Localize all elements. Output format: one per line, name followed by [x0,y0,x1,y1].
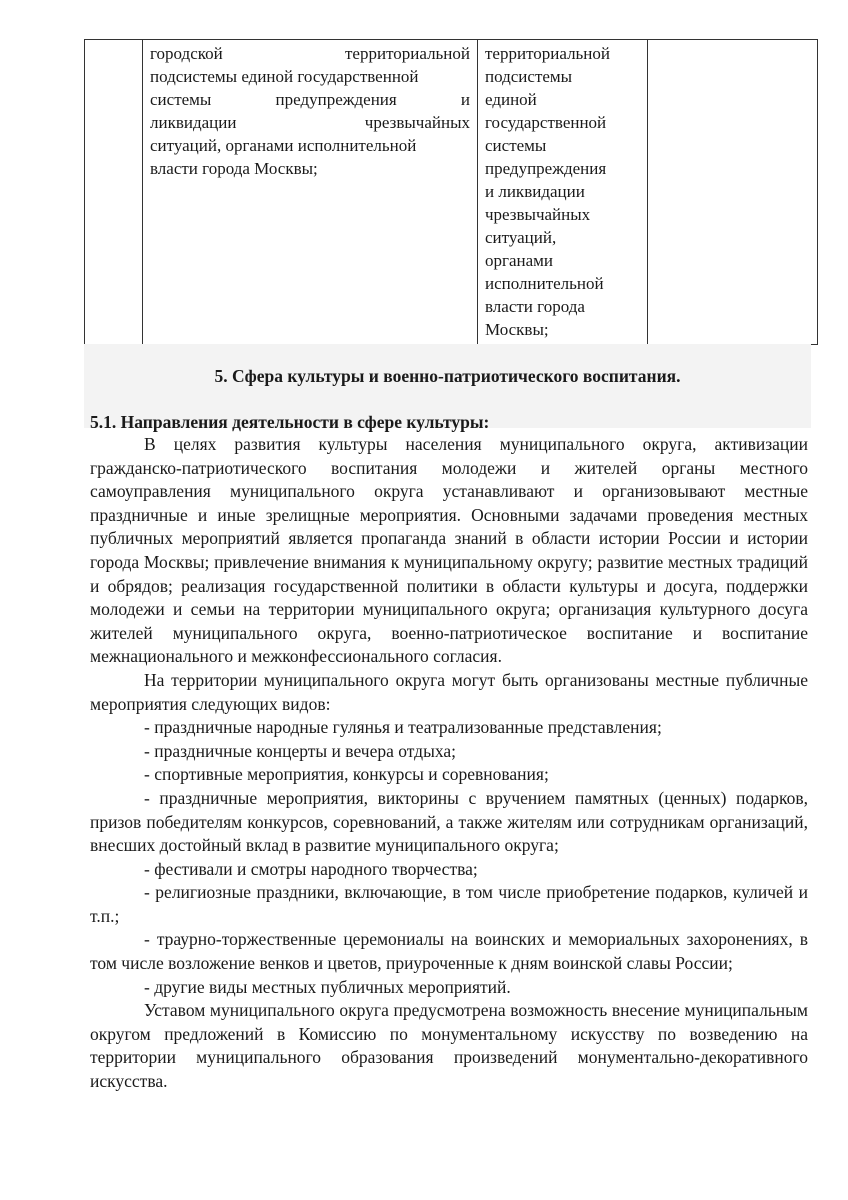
cell-line: власти города [485,297,585,316]
list-item: - праздничные мероприятия, викторины с вручением памятных (ценных) подарков, призов победителям конкурсов, соревнований, а также жителям или сотрудникам организаций, внесших достойный вклад в развитие муниципального округа; [90,787,808,856]
list-item: - праздничные народные гулянья и театрализованные представления; [144,717,662,738]
table-cell-responsible [478,40,648,345]
cell-line: единой [485,90,537,109]
table-cell-empty [648,40,818,345]
list-item: - спортивные мероприятия, конкурсы и соревнования; [144,764,549,785]
list-item: - религиозные праздники, включающие, в том числе приобретение подарков, куличей и т.п.; [90,882,808,926]
paragraph: В целях развития культуры населения муниципального округа, активизации гражданско-патриотического воспитания молодежи и жителей органы местного самоуправления муниципального округа устанавливают и организовывают местные праздничные и иные зрелищные мероприятия. Основными задачами проведения местных публичных мероприятий является пропаганда знаний в области истории России и истории города Москвы; привлечение внимания к муниципальному округу; развитие местных традиций и обрядов; реализация государственной политики в области культуры и досуга, поддержки молодежи и семьи на территории муниципального округа; организация культурного досуга жителей муниципального округа, военно-патриотическое воспитание и воспитание межнационального и межконфессионального согласия. [90,434,808,667]
list-item: - праздничные концерты и вечера отдыха; [144,740,456,761]
cell-line: чрезвычайных [485,205,591,224]
cell-line: подсистемы единой государственной [150,67,419,86]
cell-line: органами [485,251,554,270]
cell-line: ситуаций, [485,228,557,247]
paragraph: Уставом муниципального округа предусмотрена возможность внесение муниципальным округом предложений в Комиссию по монументальному искусству по возведению на территории муниципального образования произведений монументально-декоративного искусства. [90,1000,808,1092]
cell-line: и ликвидации [485,182,585,201]
cell-line: ситуаций, органами исполнительной [150,136,417,155]
cell-line: территориальной [485,44,611,63]
cell-line: городской территориальной [150,44,470,63]
subsection-title: 5.1. Направления деятельности в сфере культуры: [90,412,490,432]
cell-line: подсистемы [485,67,573,86]
section-body [90,433,808,1094]
cell-line: государственной [485,113,607,132]
section-title: 5. Сфера культуры и военно-патриотического воспитания. [214,366,681,386]
table-cell-description [143,40,478,345]
cell-line: ликвидации чрезвычайных [150,113,470,132]
list-item: - другие виды местных публичных мероприятий. [144,976,511,997]
cell-line: системы [485,136,547,155]
list-item: - траурно-торжественные церемониалы на воинских и мемориальных захоронениях, в том числе возложение венков и цветов, приуроченные к дням воинской славы России; [90,929,808,974]
table-row [85,40,818,345]
table-continuation [84,39,818,345]
cell-line: системы предупреждения и [150,90,470,109]
cell-line: власти города Москвы; [150,159,318,178]
paragraph: На территории муниципального округа могут быть организованы местные публичные мероприятия следующих видов: [90,669,808,714]
cell-line: предупреждения [485,159,607,178]
cell-line: исполнительной [485,274,604,293]
cell-line: Москвы; [485,320,549,339]
list-item: - фестивали и смотры народного творчества; [144,858,478,879]
table-cell-number [85,40,143,345]
